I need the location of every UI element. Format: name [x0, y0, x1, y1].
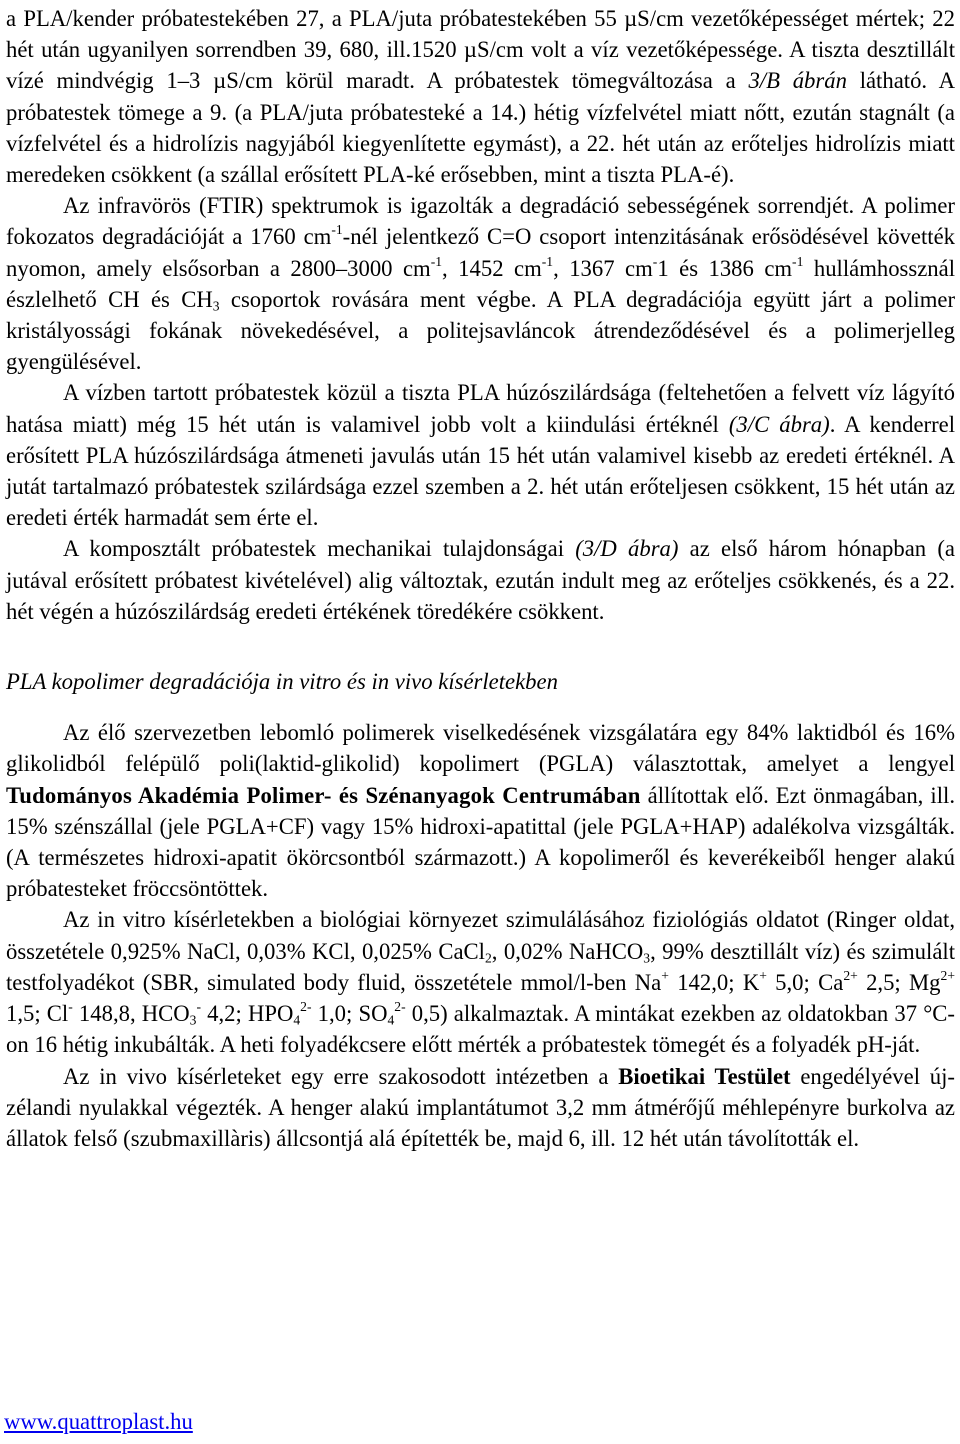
figure-reference: (3/D ábra): [575, 536, 679, 562]
footer-website-link[interactable]: www.quattroplast.hu: [4, 1409, 193, 1434]
institution-name: Tudományos Akadémia Polimer- és Szénanyagok Centrumában: [6, 782, 641, 808]
document-body: [6, 3, 955, 1154]
paragraph-ftir: Az infravörös (FTIR) spektrumok is igazolták a degradáció sebességének sorrendjét. A polimer fokozatos degradációját a 1760 $cm^{-1}$-nél jelentkező C=O csoport intenzitásának erősödésével követték nyomon, amely elsősorban a 2800–3000 $cm^{-1}$, 1452 $cm^{-1}$, 1367 cm-1 és 1386 $cm^{-1}$ hullámhossznál észlelhető CH és $CH_3$ csoportok rovására ment végbe. A PLA degradációja együtt járt a polimer kristályossági fokának növekedésével, a politejsavláncok átrendeződésével és a polimerjelleg gyengülésével.: [6, 193, 956, 375]
paragraph-pgla-intro: Az élő szervezetben lebomló polimerek viselkedésének vizsgálatára egy 84% laktidból és 16% glikolidból felépülő poli(laktid-glikolid) kopolimert (PGLA) választottak, amelyet a lengyel Tudományos Akadémia Polimer- és Szénanyagok Centrumában állítottak elő. Ezt önmagában, ill. 15% szénszállal (jele PGLA+CF) vagy 15% hidroxi-apatittal (jele PGLA+HAP) adalékolva vizsgálták. (A természetes hidroxi-apatit ökörcsontból származott.) A kopolimeről és keverékeiből henger alakú próbatesteket fröccsöntöttek.: [6, 720, 955, 902]
paragraph-in-vitro: Az in vitro kísérletekben a biológiai környezet szimulálásához fiziológiás oldatot (Ringer oldat, összetétele 0,925% NaCl, 0,03% KCl, 0,025% CaCl$_2$, 0,02% NaHCO$_3$, 99% desztillált víz) és szimulált testfolyadékot (SBR, simulated body fluid, összetétele mmol/l-ben Na+ 142,0; K+ 5,0; $Ca^{2+}$ 2,5; $Mg^{2+}$ 1,5; Cl- 148,8, $HCO_3^-$ 4,2; $HPO_4^{2-}$ 1,0; $SO_4^{2-}$ 0,5) alkalmaztak. A mintákat ezekben az oldatokban 37 °C-on 16 hétig inkubálták. A heti folyadékcsere előtt mérték a próbatestek tömegét és a folyadék pH-ját.: [6, 907, 956, 1058]
paragraph-composted: A komposztált próbatestek mechanikai tulajdonságai (3/D ábra) az első három hónapban (a jutával erősített próbatest kivételével) alig változtak, ezután indult meg az erőteljes csökkenés, és a 22. hét végén a húzószilárdság eredeti értékének töredékére csökkent.: [6, 536, 955, 624]
figure-reference: (3/C ábra): [728, 411, 830, 437]
paragraph-water-conductivity: a PLA/kender próbatestekében 27, a PLA/juta próbatestekében 55 µS/cm vezetőképességet mértek; 22 hét után ugyanilyen sorrendben 39, 680, ill.1520 µS/cm volt a víz vezetőképessége. A tiszta desztillált vízé mindvégig 1–3 µS/cm körül maradt. A próbatestek tömegváltozása a 3/B ábrán látható. A próbatestek tömege a 9. (a PLA/juta próbatesteké a 14.) hétig vízfelvétel miatt nőtt, ezután stagnált (a vízfelvétel és a hidrolízis nagyjából kiegyenlítette egymást), a 22. hét után az erőteljes hidrolízis miatt meredeken csökkent (a szállal erősített PLA-ké erősebben, mint a tiszta PLA-é).: [6, 6, 955, 188]
paragraph-tensile-strength: A vízben tartott próbatestek közül a tiszta PLA húzószilárdsága (feltehetően a felvett víz lágyító hatása miatt) még 15 hét után is valamivel jobb volt a kiindulási értéknél (3/C ábra). A kenderrel erősített PLA húzószilárdsága átmeneti javulás után 15 hét után valamivel kisebb az eredeti értéknél. A jutát tartalmazó próbatestek szilárdsága ezzel szemben a 2. hét után erőteljesen csökkent, 15 hét után az eredeti érték harmadát sem érte el.: [6, 380, 955, 531]
paragraph-in-vivo: Az in vivo kísérleteket egy erre szakosodott intézetben a Bioetikai Testület engedélyével új-zélandi nyulakkal végezték. A henger alakú implantátumot 3,2 mm átmérőjű méhlepényre burkolva az állatok felső (szubmaxillàris) állcsontjá alá építették be, majd 6, ill. 12 hét után távolították el.: [6, 1063, 955, 1151]
section-heading: PLA kopolimer degradációja in vitro és in vivo kísérletekben: [6, 669, 558, 695]
figure-reference: 3/B ábrán: [748, 68, 847, 94]
ethics-board-name: Bioetikai Testület: [618, 1063, 791, 1089]
